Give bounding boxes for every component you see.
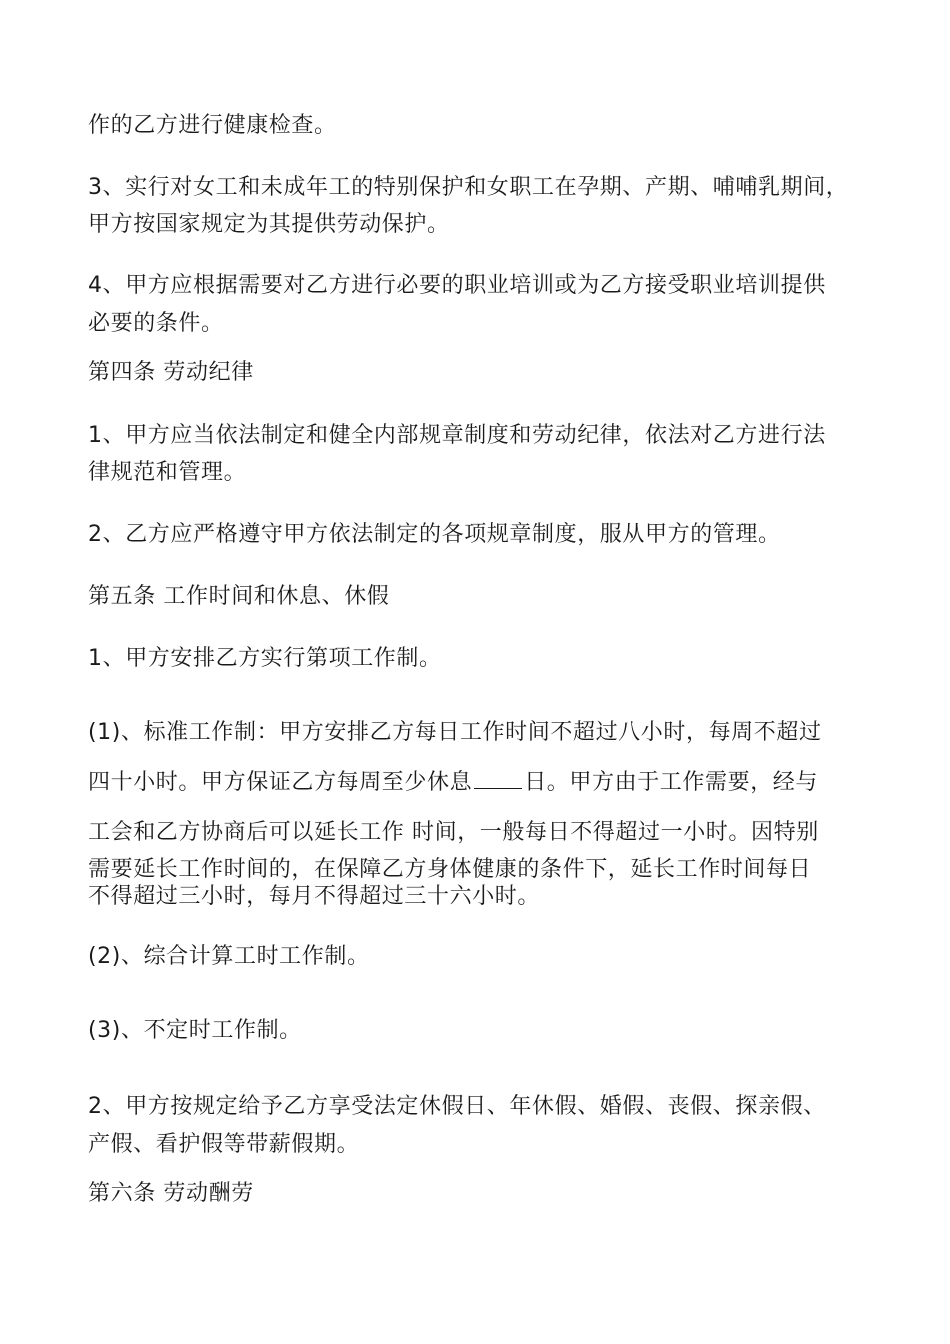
text-line: 需要延长工作时间的，在保障乙方身体健康的条件下，延长工作时间每日 xyxy=(88,857,812,882)
text-line-with-blank xyxy=(88,768,818,798)
text-line: 不得超过三小时，每月不得超过三十六小时。 xyxy=(88,884,541,909)
section-heading: 第六条 劳动酬劳 xyxy=(88,1181,254,1206)
section-heading: 第四条 劳动纪律 xyxy=(88,360,254,385)
text-line: 必要的条件。 xyxy=(88,311,224,336)
text-line: 1、甲方应当依法制定和健全内部规章制度和劳动纪律，依法对乙方进行法 xyxy=(88,423,826,448)
fill-in-blank[interactable] xyxy=(474,768,522,789)
text-segment: 四十小时。甲方保证乙方每周至少休息 xyxy=(88,770,473,795)
text-line: (1)、标准工作制：甲方安排乙方每日工作时间不超过八小时，每周不超过 xyxy=(88,720,822,745)
text-segment: 日。甲方由于工作需要，经与 xyxy=(524,770,819,795)
text-line: 产假、看护假等带薪假期。 xyxy=(88,1132,360,1157)
text-line: 工会和乙方协商后可以延长工作 时间，一般每日不得超过一小时。因特别 xyxy=(88,820,819,845)
text-line: (3)、不定时工作制。 xyxy=(88,1018,302,1043)
text-line: 4、甲方应根据需要对乙方进行必要的职业培训或为乙方接受职业培训提供 xyxy=(88,273,826,298)
text-line: 2、乙方应严格遵守甲方依法制定的各项规章制度，服从甲方的管理。 xyxy=(88,522,781,547)
text-line: 1、甲方安排乙方实行第项工作制。 xyxy=(88,646,442,671)
text-line: 2、甲方按规定给予乙方享受法定休假日、年休假、婚假、丧假、探亲假、 xyxy=(88,1094,826,1119)
text-line: 作的乙方进行健康检查。 xyxy=(88,113,337,138)
text-line: 3、实行对女工和未成年工的特别保护和女职工在孕期、产期、哺哺乳期间， xyxy=(88,175,849,200)
section-heading: 第五条 工作时间和休息、休假 xyxy=(88,584,390,609)
text-line: 甲方按国家规定为其提供劳动保护。 xyxy=(88,212,450,237)
text-line: 律规范和管理。 xyxy=(88,460,247,485)
text-line: (2)、综合计算工时工作制。 xyxy=(88,944,370,969)
